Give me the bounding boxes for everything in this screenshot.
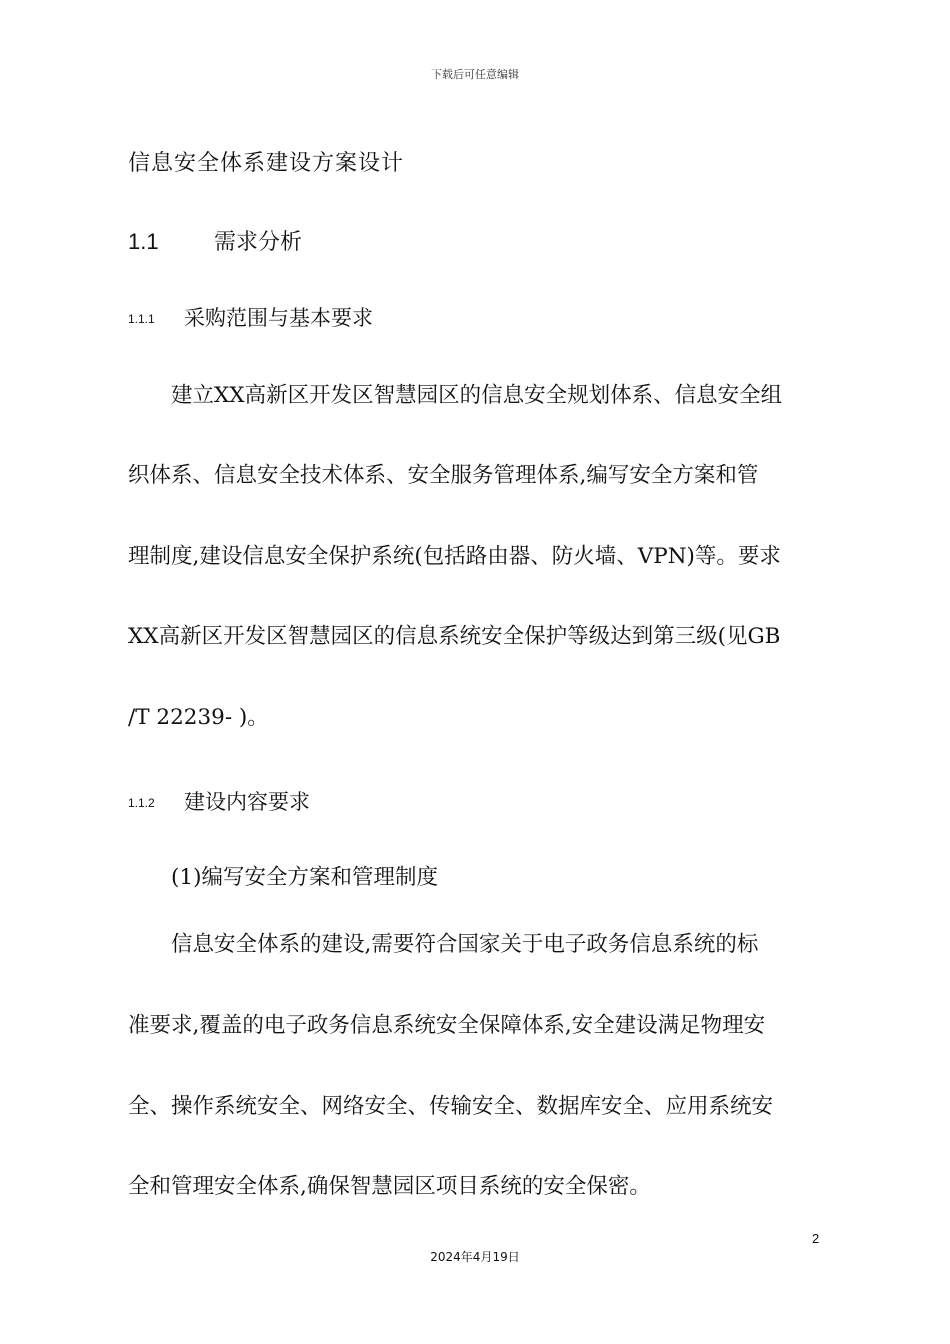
subsection-title-1: 采购范围与基本要求: [184, 306, 373, 330]
subsection-number-1: 1.1.1: [128, 312, 155, 326]
section-title: 需求分析: [214, 230, 303, 255]
footer-date: 2024年4月19日: [430, 1250, 520, 1264]
page-number: 2: [812, 1231, 820, 1246]
page-header: 下载后可任意编辑: [431, 68, 519, 81]
section-number: 1.1: [128, 229, 159, 254]
subsection-heading-2: [128, 786, 310, 816]
subsection-number-2: 1.1.2: [128, 796, 155, 810]
paragraph-line: 信息安全体系的建设,需要符合国家关于电子政务信息系统的标: [128, 932, 759, 957]
list-item: (1)编写安全方案和管理制度: [128, 865, 438, 890]
paragraph-line: 全、操作系统安全、网络安全、传输安全、数据库安全、应用系统安: [128, 1094, 774, 1119]
subsection-title-2: 建设内容要求: [184, 790, 310, 814]
section-heading: [128, 225, 302, 256]
paragraph-line: 全和管理安全体系,确保智慧园区项目系统的安全保密。: [128, 1174, 651, 1199]
paragraph-line: XX高新区开发区智慧园区的信息系统安全保护等级达到第三级(见GB: [128, 624, 781, 649]
paragraph-line: /T 22239- )。: [128, 705, 269, 730]
paragraph-line: 准要求,覆盖的电子政务信息系统安全保障体系,安全建设满足物理安: [128, 1013, 766, 1038]
paragraph-line: 织体系、信息安全技术体系、安全服务管理体系,编写安全方案和管: [128, 463, 759, 488]
document-title: 信息安全体系建设方案设计: [128, 151, 405, 176]
subsection-heading-1: [128, 302, 373, 332]
paragraph-line: 理制度,建设信息安全保护系统(包括路由器、防火墙、VPN)等。要求: [128, 544, 781, 569]
paragraph-line: 建立XX高新区开发区智慧园区的信息安全规划体系、信息安全组: [128, 383, 783, 408]
